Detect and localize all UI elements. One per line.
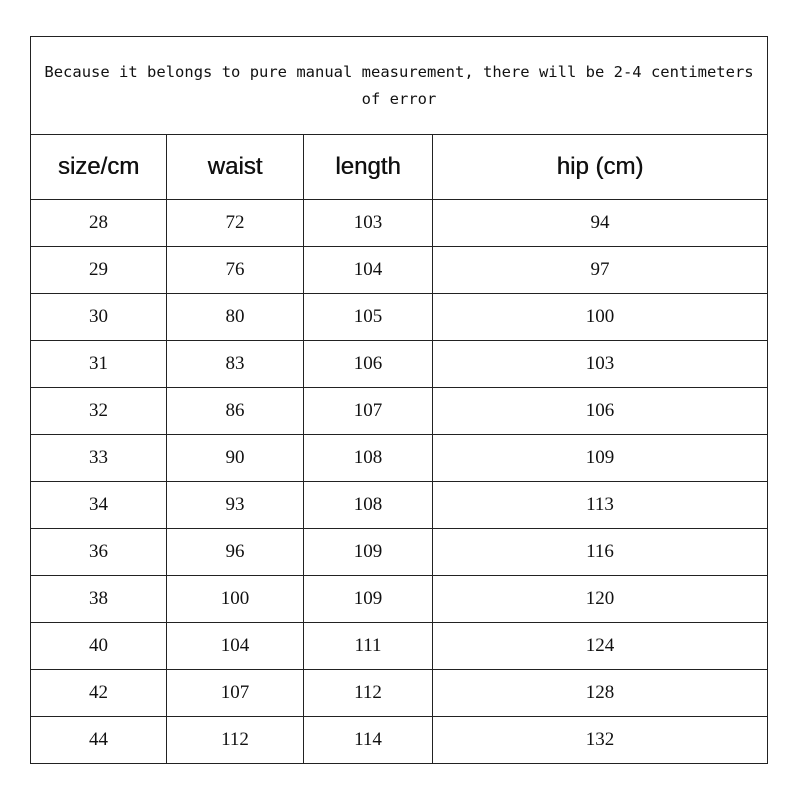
cell-hip: 124 xyxy=(433,623,768,670)
cell-waist: 100 xyxy=(167,576,304,623)
cell-waist: 96 xyxy=(167,529,304,576)
cell-hip: 113 xyxy=(433,482,768,529)
size-chart-table xyxy=(30,36,768,764)
cell-waist: 76 xyxy=(167,247,304,294)
cell-size: 42 xyxy=(31,670,167,717)
cell-hip: 116 xyxy=(433,529,768,576)
cell-length: 114 xyxy=(304,717,433,764)
cell-length: 108 xyxy=(304,482,433,529)
cell-size: 33 xyxy=(31,435,167,482)
cell-hip: 132 xyxy=(433,717,768,764)
table-row xyxy=(31,623,768,670)
cell-waist: 104 xyxy=(167,623,304,670)
cell-size: 28 xyxy=(31,200,167,247)
cell-length: 111 xyxy=(304,623,433,670)
table-row xyxy=(31,341,768,388)
cell-length: 105 xyxy=(304,294,433,341)
cell-hip: 103 xyxy=(433,341,768,388)
cell-waist: 107 xyxy=(167,670,304,717)
cell-hip: 97 xyxy=(433,247,768,294)
cell-hip: 94 xyxy=(433,200,768,247)
cell-length: 108 xyxy=(304,435,433,482)
table-row xyxy=(31,200,768,247)
header-length: length xyxy=(304,135,433,200)
table-row xyxy=(31,717,768,764)
cell-size: 40 xyxy=(31,623,167,670)
cell-waist: 72 xyxy=(167,200,304,247)
cell-length: 112 xyxy=(304,670,433,717)
cell-hip: 128 xyxy=(433,670,768,717)
cell-length: 106 xyxy=(304,341,433,388)
header-hip: hip (cm) xyxy=(433,135,768,200)
cell-hip: 120 xyxy=(433,576,768,623)
cell-waist: 93 xyxy=(167,482,304,529)
cell-hip: 109 xyxy=(433,435,768,482)
table-row xyxy=(31,576,768,623)
table-row xyxy=(31,670,768,717)
header-size: size/cm xyxy=(31,135,167,200)
cell-waist: 112 xyxy=(167,717,304,764)
cell-hip: 106 xyxy=(433,388,768,435)
table-row xyxy=(31,388,768,435)
cell-size: 29 xyxy=(31,247,167,294)
table-row xyxy=(31,247,768,294)
cell-length: 109 xyxy=(304,529,433,576)
header-row xyxy=(31,135,768,200)
cell-size: 31 xyxy=(31,341,167,388)
cell-size: 36 xyxy=(31,529,167,576)
measurement-note-row xyxy=(31,37,768,135)
cell-length: 103 xyxy=(304,200,433,247)
cell-waist: 80 xyxy=(167,294,304,341)
table-row xyxy=(31,435,768,482)
cell-length: 104 xyxy=(304,247,433,294)
cell-size: 44 xyxy=(31,717,167,764)
cell-size: 34 xyxy=(31,482,167,529)
cell-waist: 83 xyxy=(167,341,304,388)
cell-waist: 90 xyxy=(167,435,304,482)
measurement-note: Because it belongs to pure manual measurement, there will be 2-4 centimeters of error xyxy=(31,37,768,135)
header-waist: waist xyxy=(167,135,304,200)
table-row xyxy=(31,482,768,529)
cell-size: 32 xyxy=(31,388,167,435)
table-row xyxy=(31,294,768,341)
cell-size: 38 xyxy=(31,576,167,623)
cell-size: 30 xyxy=(31,294,167,341)
table-row xyxy=(31,529,768,576)
cell-hip: 100 xyxy=(433,294,768,341)
cell-length: 109 xyxy=(304,576,433,623)
cell-length: 107 xyxy=(304,388,433,435)
cell-waist: 86 xyxy=(167,388,304,435)
